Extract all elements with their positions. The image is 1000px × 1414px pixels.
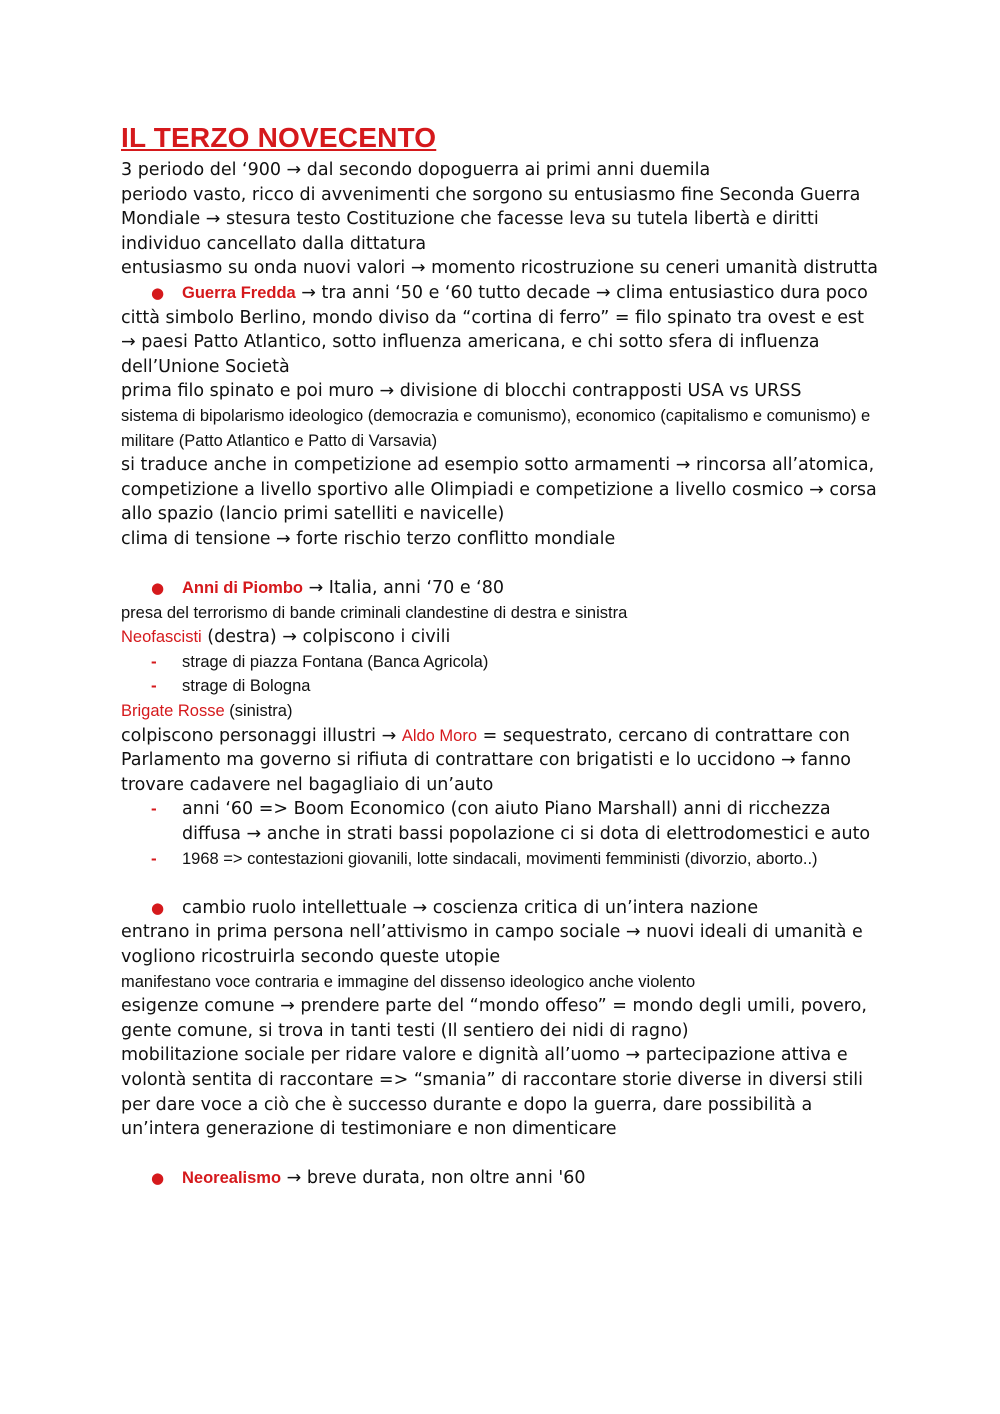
dash-icon: -	[151, 676, 157, 696]
paragraph-small: manifestano voce contraria e immagine del dissenso ideologico anche violento	[121, 972, 696, 991]
bullet-text: → Italia, anni ‘70 e ‘80	[303, 578, 504, 599]
bullet-intellettuale	[121, 896, 881, 921]
term-neofascisti: Neofascisti	[121, 628, 202, 647]
bullet-icon: ●	[151, 579, 165, 598]
line-text: = sequestrato, cercano di contrattare con Parlamento ma governo si rifiuta di contrattare con brigatisti e lo uccidono → fanno trovare cadavere nel bagagliaio di un’auto	[121, 725, 851, 795]
dash-text: 1968 => contestazioni giovanili, lotte sindacali, movimenti femministi (divorzio, aborto..)	[182, 849, 818, 868]
bullet-icon: ●	[151, 1169, 165, 1188]
dash-item-boom-economico	[121, 797, 881, 846]
paragraph: entrano in prima persona nell’attivismo in campo sociale → nuovi ideali di umanità e vogliono ricostruirla secondo queste utopie	[121, 922, 863, 967]
keyword-anni-di-piombo: Anni di Piombo	[182, 579, 303, 598]
intro-line-3: entusiasmo su onda nuovi valori → momento ricostruzione su ceneri umanità distrutta	[121, 258, 878, 279]
neofascisti-line	[121, 625, 881, 650]
dash-item-strage-bologna	[121, 674, 881, 699]
term-aldo-moro: Aldo Moro	[401, 726, 478, 745]
paragraph: esigenze comune → prendere parte del “mondo offeso” = mondo degli umili, povero, gente comune, si trova in tanti testi (Il sentiero dei nidi di ragno)	[121, 996, 867, 1041]
bullet-icon: ●	[151, 283, 165, 302]
dash-item-strage-fontana	[121, 650, 881, 675]
bullet-text: → breve durata, non oltre anni '60	[281, 1168, 586, 1189]
spacer	[121, 871, 881, 896]
term-brigate-rosse: Brigate Rosse	[121, 702, 225, 721]
dash-text: strage di piazza Fontana (Banca Agricola)	[182, 652, 489, 671]
bullet-text: cambio ruolo intellettuale → coscienza critica di un’intera nazione	[182, 897, 759, 918]
keyword-guerra-fredda: Guerra Fredda	[182, 283, 296, 302]
brigate-rosse-line	[121, 699, 881, 724]
dash-text: anni ‘60 => Boom Economico (con aiuto Piano Marshall) anni di ricchezza diffusa → anche in strati bassi popolazione ci si dota di elettrodomestici e auto	[182, 799, 871, 845]
paragraph-small: presa del terrorismo di bande criminali clandestine di destra e sinistra	[121, 603, 628, 622]
dash-icon: -	[151, 651, 157, 671]
dash-text: strage di Bologna	[182, 677, 311, 696]
dash-icon: -	[151, 799, 157, 819]
paragraph-small: sistema di bipolarismo ideologico (democrazia e comunismo), economico (capitalismo e comunismo) e militare (Patto Atlantico e Patto di Varsavia)	[121, 406, 871, 450]
intro-line-2: periodo vasto, ricco di avvenimenti che sorgono su entusiasmo fine Seconda Guerra Mondiale → stesura testo Costituzione che facesse leva su tutela libertà e diritti individuo cancellato dalla dittatura	[121, 184, 861, 254]
spacer	[121, 552, 881, 577]
paragraph: città simbolo Berlino, mondo diviso da “cortina di ferro” = filo spinato tra ovest e est → paesi Patto Atlantico, sotto influenza americana, e chi sotto sfera di influenza dell’Unione Società	[121, 307, 865, 377]
bullet-anni-di-piombo	[121, 576, 881, 601]
document-page	[121, 118, 881, 1191]
intro-line-1: 3 periodo del ‘900 → dal secondo dopoguerra ai primi anni duemila	[121, 160, 711, 180]
bullet-guerra-fredda	[121, 281, 881, 306]
paragraph: mobilitazione sociale per ridare valore e dignità all’uomo → partecipazione attiva e volontà sentita di raccontare => “smania” di raccontare storie diverse in diversi stili per dare voce a ciò che è successo durante e dopo la guerra, dare possibilità a un’intera generazione di testimoniare e non dimenticare	[121, 1045, 864, 1140]
bullet-neorealismo	[121, 1166, 881, 1191]
page-title: IL TERZO NOVECENTO	[121, 122, 437, 153]
paragraph: clima di tensione → forte rischio terzo conflitto mondiale	[121, 528, 616, 549]
bullet-icon: ●	[151, 898, 165, 917]
paragraph: si traduce anche in competizione ad esempio sotto armamenti → rincorsa all’atomica, competizione a livello sportivo alle Olimpiadi e competizione a livello cosmico → corsa allo spazio (lancio primi satelliti e navicelle)	[121, 455, 877, 525]
dash-icon: -	[151, 848, 157, 868]
dash-item-1968	[121, 847, 881, 872]
keyword-neorealismo: Neorealismo	[182, 1169, 282, 1188]
spacer	[121, 1142, 881, 1167]
line-text: (sinistra)	[224, 702, 293, 721]
bullet-text: → tra anni ‘50 e ‘60 tutto decade → clima entusiastico dura poco	[295, 282, 868, 303]
line-text: colpiscono personaggi illustri →	[121, 725, 402, 746]
paragraph: prima filo spinato e poi muro → divisione di blocchi contrapposti USA vs URSS	[121, 381, 802, 402]
aldo-moro-paragraph	[121, 724, 881, 798]
line-text: (destra) → colpiscono i civili	[201, 627, 451, 648]
